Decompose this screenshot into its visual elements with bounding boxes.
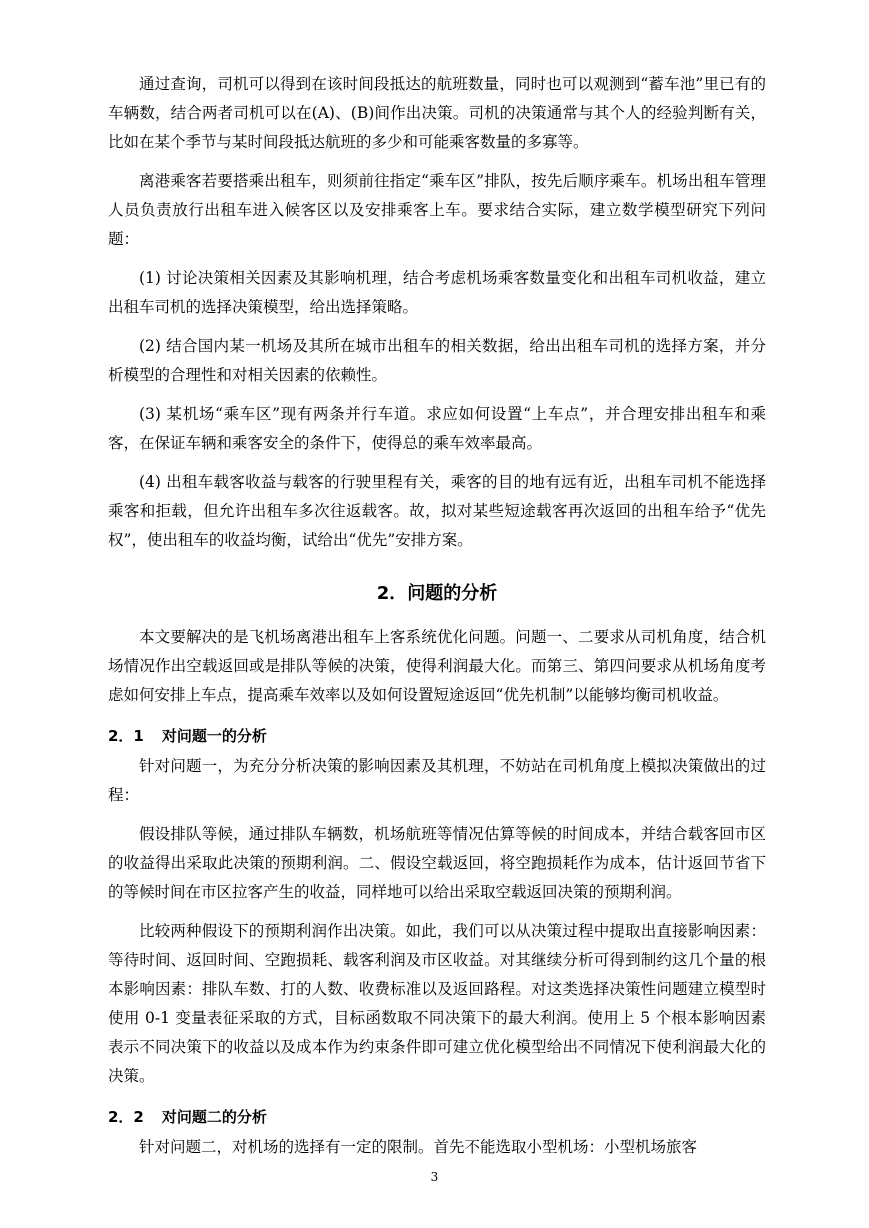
subsection-2-title: 对问题二的分析 [161,1108,267,1126]
intro-paragraph-2: 离港乘客若要搭乘出租车，则须前往指定“乘车区”排队，按先后顺序乘车。机场出租车管理人员负责放行出租车进入候客区以及安排乘客上车。要求结合实际，建立数学模型研究下列问题： [108,172,766,248]
page-content [108,70,766,1162]
subsection-1-heading [108,722,766,750]
sub1-paragraph-1: 针对问题一，为充分分析决策的影响因素及其机理，不妨站在司机角度上模拟决策做出的过程： [108,757,766,804]
sub2-paragraph-1: 针对问题二，对机场的选择有一定的限制。首先不能选取小型机场：小型机场旅客 [139,1138,698,1156]
section-title: 2．问题的分析 [376,583,498,604]
section-intro: 本文要解决的是飞机场离港出租车上客系统优化问题。问题一、二要求从司机角度，结合机场情况作出空载返回或是排队等候的决策，使得利润最大化。而第三、第四问要求从机场角度考虑如何安排上车点，提高乘车效率以及如何设置短途返回“优先机制”以能够均衡司机收益。 [108,628,766,704]
subsection-2-heading [108,1103,766,1131]
question-2: (2) 结合国内某一机场及其所在城市出租车的相关数据，给出出租车司机的选择方案，并分析模型的合理性和对相关因素的依赖性。 [108,337,766,384]
subsection-2-number: 2．2 [108,1108,144,1126]
question-3: (3) 某机场“乘车区”现有两条并行车道。求应如何设置“上车点”，并合理安排出租车和乘客，在保证车辆和乘客安全的条件下，使得总的乘车效率最高。 [108,405,766,452]
question-4: (4) 出租车载客收益与载客的行驶里程有关，乘客的目的地有远有近，出租车司机不能选择乘客和拒载，但允许出租车多次往返载客。故，拟对某些短途载客再次返回的出租车给予“优先权”，使出租车的收益均衡，试给出“优先”安排方案。 [108,473,766,549]
intro-paragraph-1: 通过查询，司机可以得到在该时间段抵达的航班数量，同时也可以观测到“蓄车池”里已有的车辆数，结合两者司机可以在(A)、(B)间作出决策。司机的决策通常与其个人的经验判断有关，比如在某个季节与某时间段抵达航班的多少和可能乘客数量的多寡等。 [108,75,766,151]
subsection-1-title: 对问题一的分析 [161,727,267,745]
question-1: (1) 讨论决策相关因素及其影响机理，结合考虑机场乘客数量变化和出租车司机收益，建立出租车司机的选择决策模型，给出选择策略。 [108,269,766,316]
sub1-paragraph-3: 比较两种假设下的预期利润作出决策。如此，我们可以从决策过程中提取出直接影响因素：等待时间、返回时间、空跑损耗、载客利润及市区收益。对其继续分析可得到制约这几个量的根本影响因素：排队车数、打的人数、收费标准以及返回路程。对这类选择决策性问题建立模型时使用 0-1 变量表征采取的方式，目标函数取不同决策下的最大利润。使用上 5 个根本影响因素表示不同决策下的收益以及成本作为约束条件即可建立优化模型给出不同情况下使利润最大化的决策。 [108,922,766,1085]
subsection-1-number: 2．1 [108,727,144,745]
sub1-paragraph-2: 假设排队等候，通过排队车辆数，机场航班等情况估算等候的时间成本，并结合载客回市区的收益得出采取此决策的预期利润。二、假设空载返回，将空跑损耗作为成本，估计返回节省下的等候时间在市区拉客产生的收益，同样地可以给出采取空载返回决策的预期利润。 [108,825,766,901]
page-number: 3 [430,1170,439,1184]
